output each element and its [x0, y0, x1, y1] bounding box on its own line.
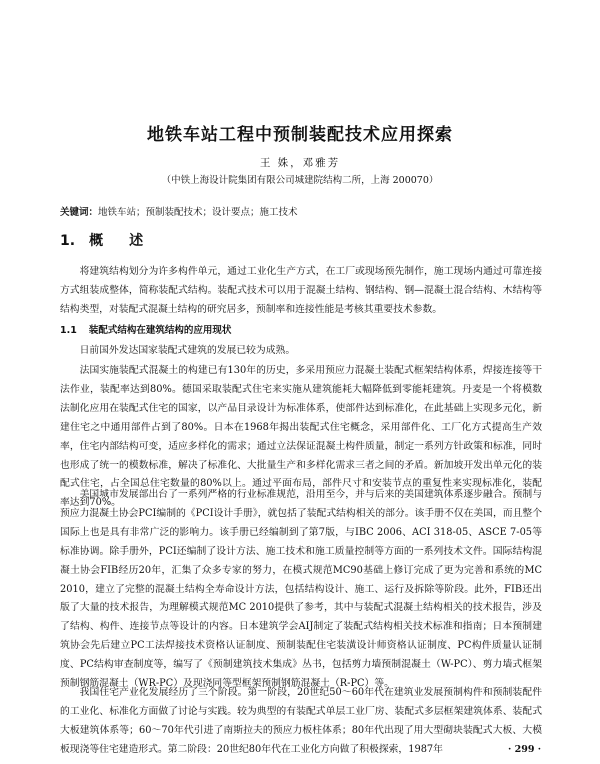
- keywords-label: 关键词：: [60, 207, 99, 218]
- subsection-number: 1.1: [60, 325, 77, 336]
- paragraph-europe-asia: 法国实施装配式混凝土的构建已有130年的历史，多采用预应力混凝土装配式框架结构体系，焊接连接等干法作业，装配率达到80%。德国采取装配式住宅来实施从建筑能耗大幅降低到零能耗建筑。丹麦是一个将模数法制化应用在装配式住宅的国家，以产品目录设计为标准体系，使部件达到标准化，在此基础上实现多元化，新建住宅之中通用部件占到了80%。日本在1968年揭出装配式住宅概念，采用部件化、工厂化方式提高生产效率，住宅内部结构可变，适应多样化的需求；通过立法保证混凝土构件质量，制定一系列方针政策和标准，同时也形成了统一的模数标准，解决了标准化、大批量生产和多样化需求三者之间的矛盾。新加坡开发出单元化的装配式住宅，占全国总住宅数量的80%以上。通过平面布局，部件尺寸和安装节点的重复性来实现标准化，装配率达到70%。: [60, 365, 542, 509]
- paper-title: 地铁车站工程中预制装配技术应用探索: [147, 125, 453, 145]
- paragraph-intro: 将建筑结构划分为许多构件单元，通过工业化生产方式，在工厂或现场预先制作，施工现场内通过可靠连接方式组装成整体，简称装配式结构。装配式技术可以用于混凝土结构、钢结构、钢—混凝土混合结构、木结构等结构类型，对装配式混凝土结构的研究居多，预制率和连接性能是考核其重要技术参数。: [60, 266, 542, 315]
- subsection-heading: [60, 322, 231, 336]
- section-title-part-1: 概: [89, 233, 104, 249]
- page-number: · 299 ·: [508, 744, 542, 755]
- keywords-line: [60, 204, 540, 218]
- section-title-part-2: 述: [129, 233, 144, 249]
- section-heading: [60, 230, 143, 250]
- paragraph-us-international: 美国城市发展部出台了一系列严格的行业标准规范，沿用至今，并与后来的美国建筑体系逐步融合。预制与预应力混凝土协会PCI编制的《PCI设计手册》，就包括了装配式结构相关的部分。该手册不仅在美国，而且整个国际上也是具有非常广泛的影响力。该手册已经编制到了第7版，与IBC 2006、ACI 318-05、ASCE 7-05等标准协调。除手册外，PCI还编制了设计方法、施工技术和施工质量控制等方面的一系列技术文件。国际结构混凝土协会FIB经历20年，汇集了众多专家的努力，在模式规范MC90基础上修订完成了更为完善和系统的MC 2010，建立了完整的混凝土结构全寿命设计方法，包括结构设计、施工、运行及拆除等阶段。此外，FIB还出版了大量的技术报告，为理解模式规范MC 2010提供了参考，其中与装配式混凝土结构相关的技术报告，涉及了结构、构件、连接节点等设计的内容。日本建筑学会AIJ制定了装配式结构相关技术标准和指南；日本预制建筑协会先后建立PC工法焊接技术资格认证制度、预制装配住宅装潢设计师资格认证制度、PC构件质量认证制度、PC结构审查制度等，编写了《预制建筑技术集成》丛书，包括剪力墙预制混凝土（W-PC）、剪力墙式框架预制钢筋混凝土（WR-PC）及现浇同等型框架预制钢筋混凝土（R-PC）等。: [60, 489, 542, 690]
- paragraph-china: 我国住宅产业化发展经历了三个阶段。第一阶段，20世纪50～60年代在建筑业发展预制构件和预制装配件的工业化、标准化方面做了讨论与实践。较为典型的有装配式单层工业厂房、装配式多层框架建筑体系、装配式大板建筑体系等；60～70年代引进了南斯拉夫的预应力板柱体系；80年代出现了用大型砌块装配式大板、大模板现浇等住宅建造形式。第二阶段：20世纪80年代在工业化方向做了积极探索，1987年: [60, 687, 542, 755]
- subsection-title: 装配式结构在建筑结构的应用现状: [88, 325, 232, 336]
- section-number: 1.: [60, 233, 76, 249]
- authors: 王 姝，邓雅芳: [259, 157, 341, 169]
- paragraph-overview: 日前国外发达国家装配式建筑的发展已较为成熟。: [79, 345, 296, 356]
- keywords-text: 地铁车站；预制装配技术；设计要点；施工技术: [98, 207, 298, 218]
- affiliation: （中铁上海设计院集团有限公司城建院结构二所，上海 200070）: [161, 175, 439, 186]
